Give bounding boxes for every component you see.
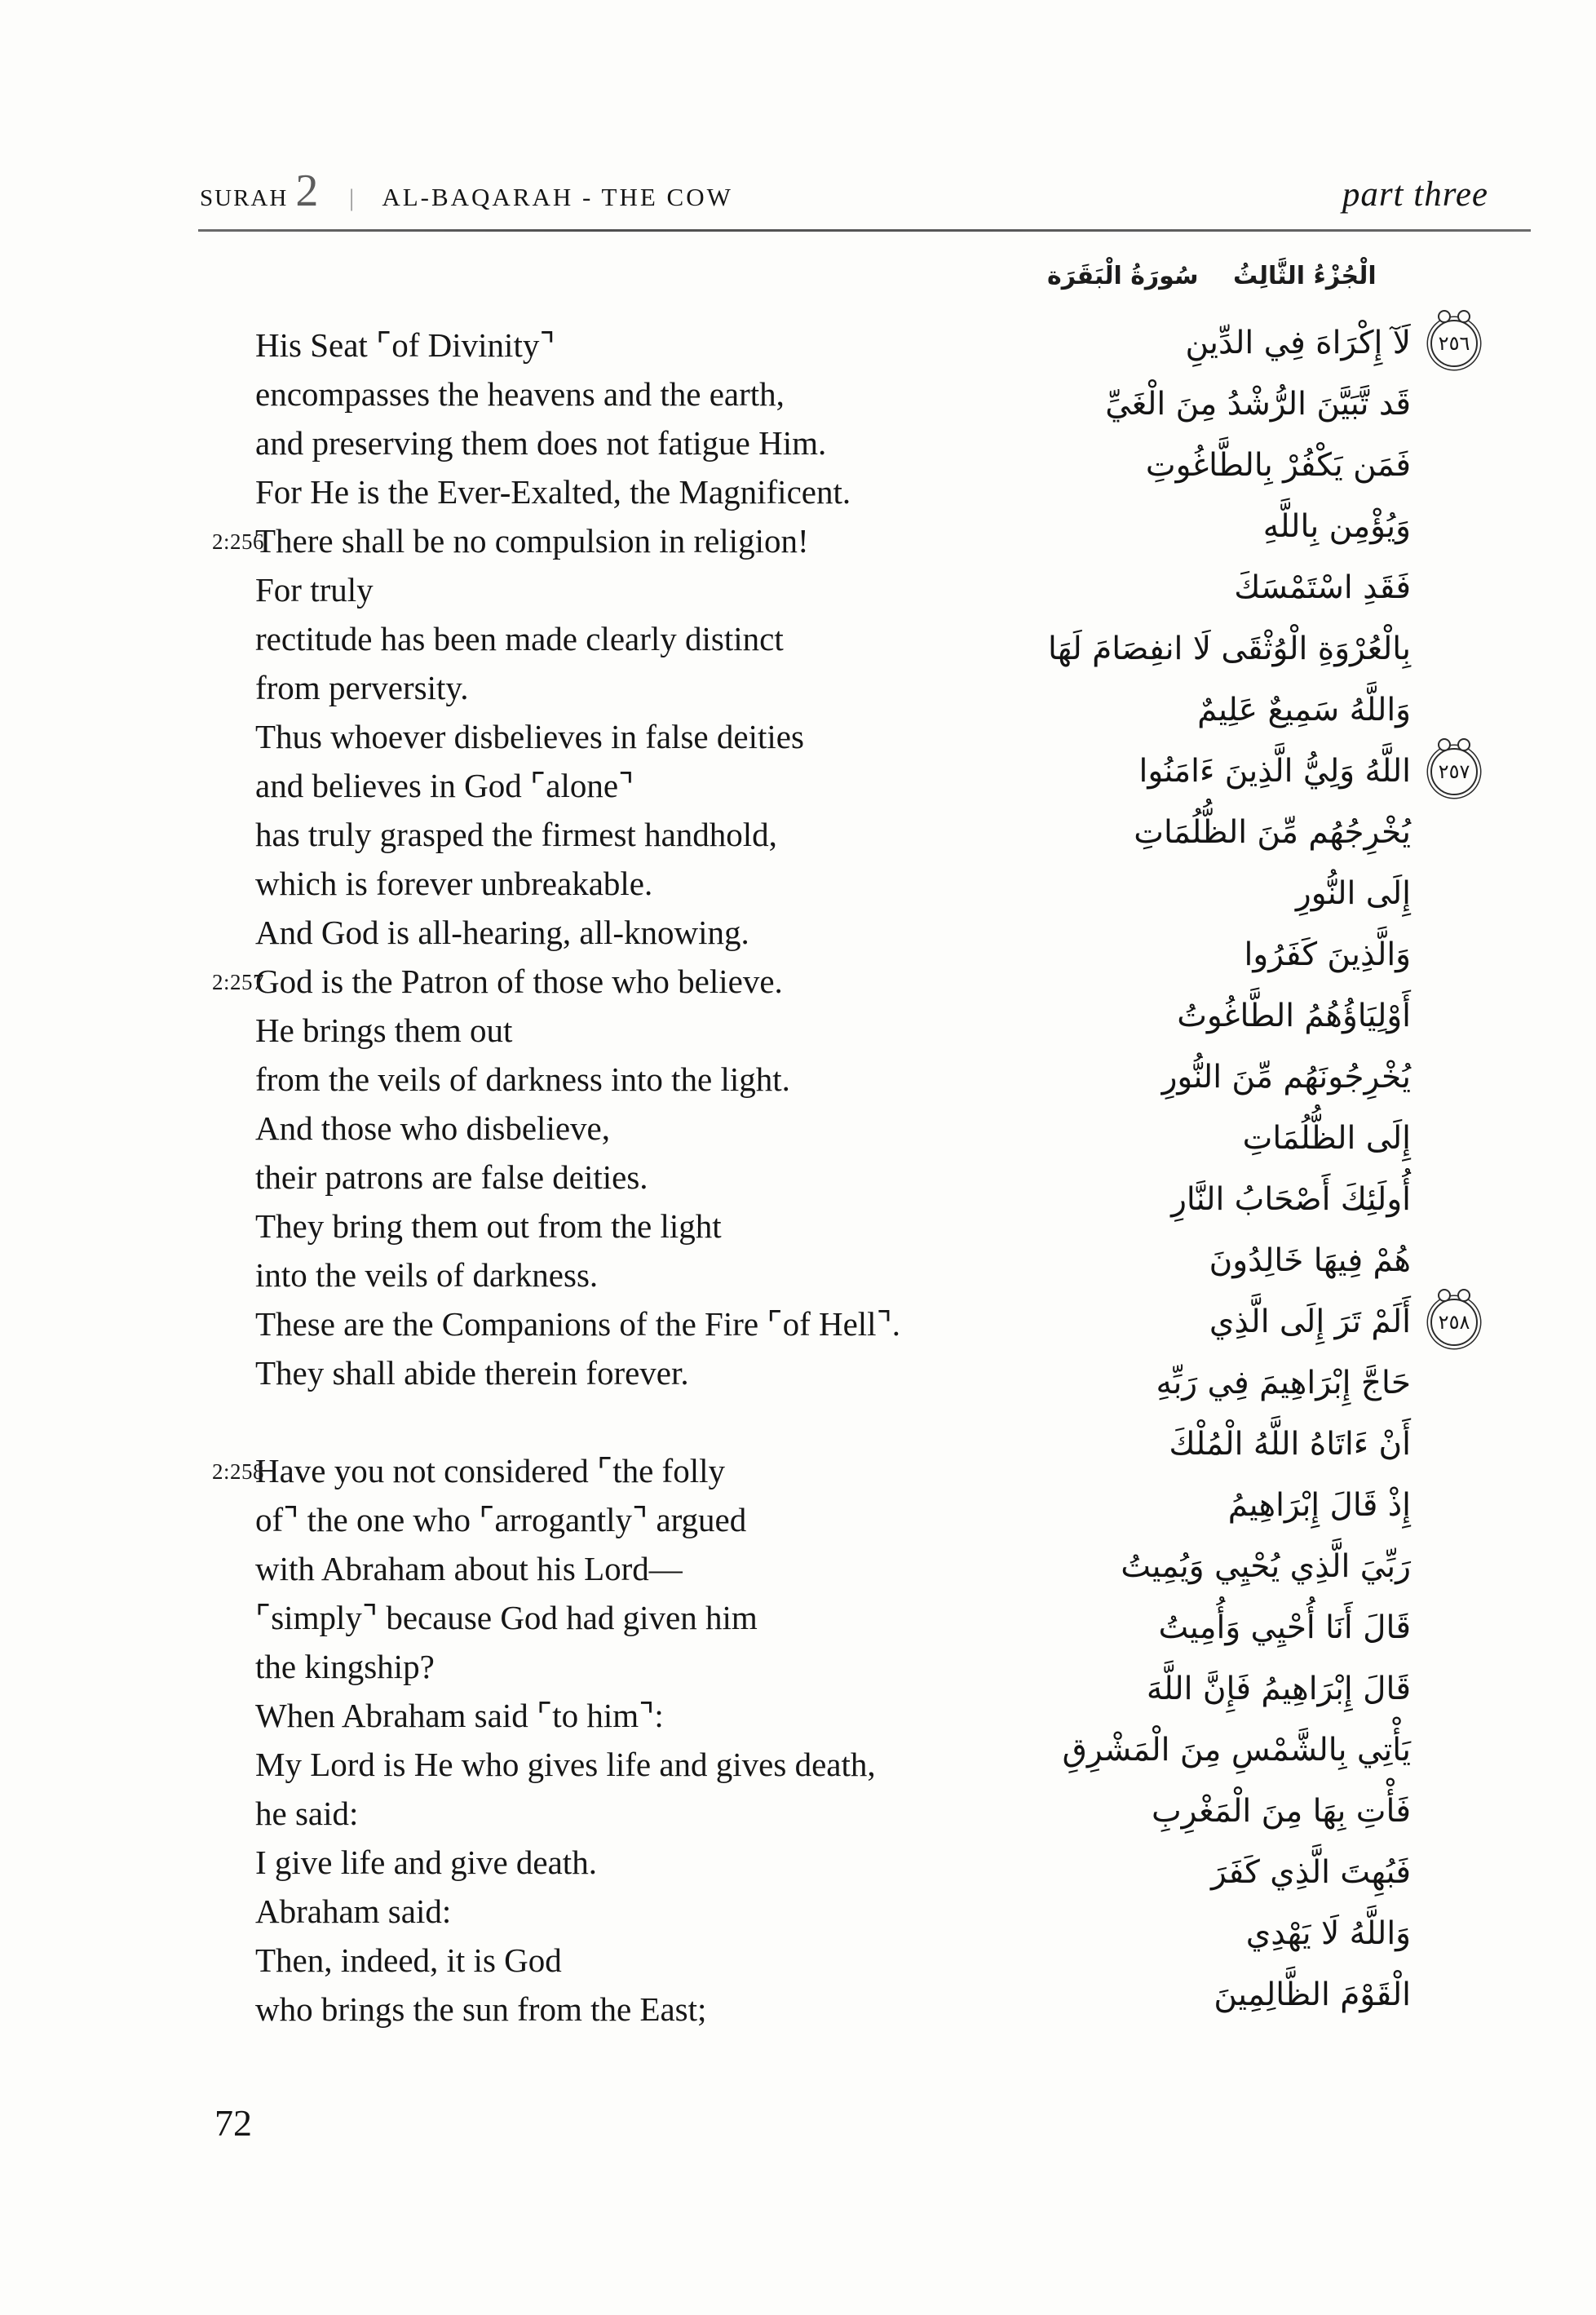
translation-text: There shall be no compulsion in religion! [255,522,809,560]
arabic-text: بِالْعُرْوَةِ الْوُثْقَى لَا انفِصَامَ لَهَا [1047,631,1411,667]
translation-line [167,1055,970,1104]
translation-line [167,1202,970,1250]
translation-line [167,859,970,908]
arabic-text: يَأْتِي بِالشَّمْسِ مِنَ الْمَشْرِقِ [1062,1732,1411,1768]
translation-line [167,516,970,565]
translation-text: Have you not considered ⌜the folly [255,1452,725,1489]
arabic-text: فَمَن يَكْفُرْ بِالطَّاغُوتِ [1145,447,1411,484]
translation-line [167,1985,970,2034]
arabic-line [970,802,1411,863]
arabic-text: وَيُؤْمِن بِاللَّهِ [1262,508,1411,545]
arabic-text: اللَّهُ وَلِيُّ الَّذِينَ ءَامَنُوا [1138,753,1411,790]
translation-text: rectitude has been made clearly distinct [255,620,784,657]
arabic-line [970,1842,1411,1903]
arabic-text: إِلَى الظُّلُمَاتِ [1242,1120,1411,1157]
translation-line [167,957,970,1006]
translation-line [167,1006,970,1055]
translation-line [167,1250,970,1299]
translation-line [167,1789,970,1838]
translation-text: My Lord is He who gives life and gives death, [255,1746,876,1783]
translation-text: When Abraham said ⌜to him⌝: [255,1697,664,1734]
arabic-line [970,435,1411,496]
translation-text: of⌝ the one who ⌜arrogantly⌝ argued [255,1501,747,1538]
arabic-line [970,496,1411,557]
translation-text: They shall abide therein forever. [255,1354,689,1392]
translation-line [167,1887,970,1936]
translation-text: and preserving them does not fatigue Him. [255,424,827,462]
arabic-text: إِلَى النُّورِ [1295,875,1411,912]
arabic-line [970,924,1411,985]
arabic-line [970,618,1411,679]
verse-end-marker: ٢٥٨ [1430,1299,1478,1346]
surah-number: 2 [295,166,319,216]
translation-text: He brings them out [255,1011,513,1049]
arabic-line [970,985,1411,1047]
translation-text: who brings the sun from the East; [255,1990,707,2028]
translation-line [167,908,970,957]
arabic-text: أَلَمْ تَرَ إِلَى الَّذِي [1209,1304,1411,1340]
header-rule [198,229,1531,232]
arabic-text: قَالَ أَنَا أُحْيِي وَأُمِيتُ [1158,1609,1411,1646]
arabic-text: قَالَ إِبْرَاهِيمُ فَإِنَّ اللَّهَ [1146,1671,1411,1707]
arabic-line [970,1658,1411,1720]
translation-text: These are the Companions of the Fire ⌜of Hell⌝. [255,1305,901,1343]
verse-number: 2:258 [212,1459,265,1484]
translation-text: and believes in God ⌜alone⌝ [255,767,634,804]
verse-number: 2:257 [212,970,265,994]
translation-line [167,712,970,761]
translation-text: has truly grasped the firmest handhold, [255,816,777,853]
arabic-text: وَاللَّهُ لَا يَهْدِي [1245,1915,1411,1952]
translation-text: ⌜simply⌝ because God had given him [255,1599,758,1636]
translation-text: he said: [255,1795,359,1832]
arabic-line [970,1108,1411,1169]
verse-end-marker: ٢٥٧ [1430,748,1478,795]
translation-line [167,810,970,859]
translation-text: from perversity. [255,669,469,706]
translation-line [167,614,970,663]
arabic-line [970,1720,1411,1781]
arabic-line [970,1597,1411,1658]
translation-line [167,1740,970,1789]
arabic-text: هُمْ فِيهَا خَالِدُونَ [1209,1242,1411,1279]
verse-end-marker: ٢٥٦ [1430,320,1478,367]
translation-text: their patrons are false deities. [255,1158,648,1196]
arabic-line [970,1169,1411,1230]
arabic-line [970,374,1411,435]
translation-text: His Seat ⌜of Divinity⌝ [255,326,555,364]
arabic-line [970,1291,1470,1352]
arabic-text: فَقَدِ اسْتَمْسَكَ [1234,569,1411,606]
translation-line [167,1495,970,1544]
translation-text: the kingship? [255,1648,435,1685]
arabic-text: يُخْرِجُهُم مِّنَ الظُّلُمَاتِ [1134,814,1411,851]
header-separator: | [350,184,354,211]
arabic-line [970,1536,1411,1597]
translation-line [167,1348,970,1397]
arabic-line [970,863,1411,924]
translation-line [167,1104,970,1153]
arabic-juz-title: الْجُزْءُ الثَّالِثُ [1233,262,1377,290]
arabic-text: قَد تَّبَيَّنَ الرُّشْدُ مِنَ الْغَيِّ [1105,386,1411,423]
translation-text: And God is all-hearing, all-knowing. [255,914,749,951]
translation-line [167,1299,970,1348]
translation-text: They bring them out from the light [255,1207,722,1245]
arabic-text: وَالَّذِينَ كَفَرُوا [1244,936,1411,973]
arabic-line [970,1230,1411,1291]
arabic-column [970,312,1470,2025]
arabic-text: وَاللَّهُ سَمِيعٌ عَلِيمٌ [1197,692,1411,728]
arabic-line [970,1903,1411,1964]
translation-line [167,565,970,614]
arabic-line [970,1964,1411,2025]
arabic-surah-title: سُورَةُ الْبَقَرَة [1047,262,1199,290]
translation-line [167,418,970,467]
arabic-line [970,1047,1411,1108]
translation-line [167,1642,970,1691]
arabic-text: أَنْ ءَاتَاهُ اللَّهُ الْمُلْكَ [1169,1426,1411,1463]
blank-line [167,1397,970,1446]
translation-text: encompasses the heavens and the earth, [255,375,785,413]
arabic-line [970,557,1411,618]
arabic-text: يُخْرِجُونَهُم مِّنَ النُّورِ [1161,1059,1411,1096]
arabic-text: لَآ إِكْرَاهَ فِي الدِّينِ [1185,325,1411,361]
arabic-text: إِذْ قَالَ إِبْرَاهِيمُ [1227,1487,1411,1524]
arabic-line [970,1352,1411,1414]
translation-line [167,1691,970,1740]
arabic-text: رَبِّيَ الَّذِي يُحْيِي وَيُمِيتُ [1121,1548,1411,1585]
arabic-line [970,1781,1411,1842]
translation-line [167,761,970,810]
arabic-text: الْقَوْمَ الظَّالِمِينَ [1214,1976,1411,2013]
arabic-line [970,312,1470,374]
translation-line [167,1593,970,1642]
arabic-text: فَأْتِ بِهَا مِنَ الْمَغْرِبِ [1151,1793,1411,1830]
arabic-line [970,679,1411,741]
arabic-text: أُولَئِكَ أَصْحَابُ النَّارِ [1171,1181,1411,1218]
translation-line [167,1446,970,1495]
translation-line [167,1544,970,1593]
part-label: part three [1342,175,1488,214]
translation-line [167,467,970,516]
translation-line [167,370,970,418]
translation-text: from the veils of darkness into the light. [255,1060,790,1098]
translation-text: Abraham said: [255,1892,452,1930]
arabic-text: حَاجَّ إِبْرَاهِيمَ فِي رَبِّهِ [1156,1365,1411,1401]
translation-line [167,1936,970,1985]
arabic-text: فَبُهِتَ الَّذِي كَفَرَ [1210,1854,1411,1891]
translation-text: which is forever unbreakable. [255,865,653,902]
translation-column [167,321,970,2034]
surah-label: SURAH [200,185,289,211]
translation-text: Thus whoever disbelieves in false deities [255,718,804,755]
translation-line [167,321,970,370]
page-number: 72 [214,2102,252,2144]
arabic-text: أَوْلِيَاؤُهُمُ الطَّاغُوتُ [1177,998,1411,1034]
translation-line [167,1838,970,1887]
translation-text: God is the Patron of those who believe. [255,963,783,1000]
translation-text: Then, indeed, it is God [255,1941,562,1979]
translation-text: For truly [255,571,374,609]
surah-name: AL-BAQARAH - THE COW [382,183,733,211]
translation-text: And those who disbelieve, [255,1109,610,1147]
arabic-line [970,1475,1411,1536]
running-head [200,166,733,216]
translation-text: with Abraham about his Lord— [255,1550,683,1587]
translation-text: into the veils of darkness. [255,1256,599,1294]
arabic-line [970,1414,1411,1475]
translation-line [167,1153,970,1202]
verse-number: 2:256 [212,529,265,554]
translation-text: For He is the Ever-Exalted, the Magnificent. [255,473,851,511]
translation-text: I give life and give death. [255,1844,597,1881]
arabic-line [970,741,1470,802]
translation-line [167,663,970,712]
